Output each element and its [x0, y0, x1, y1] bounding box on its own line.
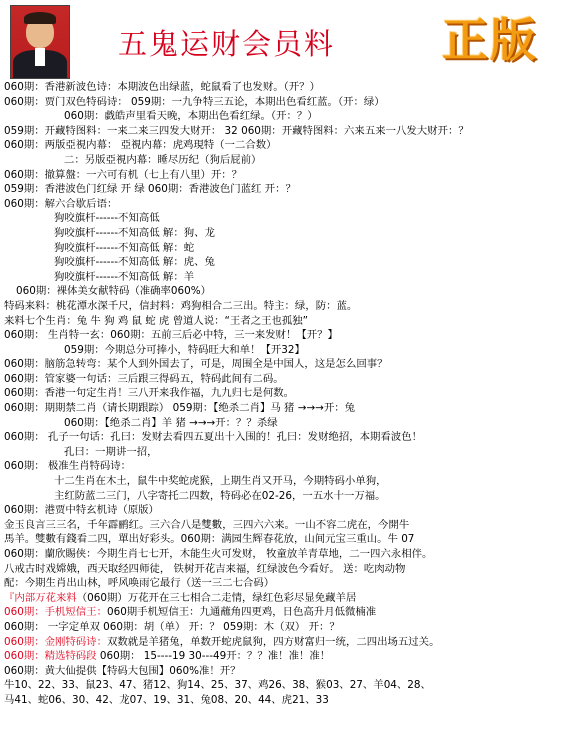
- text-line: 060期：贾门双色特码诗： 059期：一九争特三五论，本期出色看红蓝。（开：绿）: [4, 95, 385, 108]
- portrait-collar: [35, 48, 45, 66]
- text-line: 马41、蛇06、30、42、龙07、19、31、兔08、20、44、虎21、33: [4, 693, 329, 706]
- text-line: 主红防蓝二三门，八字寄托二四数，特码必在02-26，一五水十一万福。: [54, 489, 386, 502]
- text-line: 狗咬旗杆------不知高低 解：蛇: [54, 241, 195, 254]
- text-line: 狗咬旗杆------不知高低 解：狗、龙: [54, 226, 215, 239]
- portrait-hair: [24, 12, 56, 24]
- text-line: [4, 635, 572, 650]
- line-body: （060期）万花开在三七相合二走情，绿红色彩尽显免藏羊居: [76, 591, 357, 604]
- text-line: 特码来料：桃花潭水深千尺，信封料：鸡狗相合二三出。特主：绿，防：蓝。: [4, 299, 358, 312]
- line-body: 060期手机短信王：九通蘸角四更鸡，日色高升月低微楠准: [106, 606, 377, 619]
- highlight-label: 060期：精选特码段: [4, 650, 97, 663]
- text-line: 060期：脑筋急转弯：某个人到外国去了，可是，周围全是中国人，这是怎么回事？: [4, 358, 388, 371]
- text-line: 059期：开藏特图料：一来二来三四发大财开： 32 060期：开藏特图料：六来五来一八发大财开：？: [4, 124, 469, 137]
- text-line: 060期：两版亞視内幕： 亞視内幕：虎鸡現特（一二合数）: [4, 139, 277, 152]
- text-line: [4, 649, 572, 664]
- text-line: 060期： 极准生肖特码诗：: [4, 460, 132, 473]
- text-line: [4, 605, 572, 620]
- text-line: 二：另版亞視内幕：睡尽历纪（狗后屁前）: [64, 153, 262, 166]
- text-line: 060期：港贾中特玄机诗（原版）: [4, 504, 159, 517]
- line-body: 双数就是羊猪兔，单数开蛇虎鼠狗，四方财富归一统，二四出场五过关。: [106, 635, 440, 648]
- portrait-photo: [10, 5, 70, 79]
- highlight-label: 060期：金刚特码诗：: [4, 635, 107, 648]
- text-line: 八戒古时戏嫦娥，西天取经四师徒， 铁树开花吉来福，红绿波色今看好。 送：吃肉动物: [4, 562, 406, 575]
- text-line: 059期：今期总分可捧小，特码旺大和单！【开32】: [64, 343, 305, 356]
- text-line: 060期： 孔子一句话：孔曰：发财去看四五夏出十入围的！孔曰：发财绝招，本期看波色！: [4, 431, 422, 444]
- text-line: 狗咬旗杆------不知高低 解：羊: [54, 270, 195, 283]
- text-line: 金玉良言三三名，千年霹鹂红。三六合八是雙數，三四六六来。一山不容二虎在，今開牛: [4, 518, 410, 531]
- text-line: 060期： 生肖特一玄：060期：五前三后必中特，三一来发财！【开？】: [4, 329, 338, 342]
- text-line: 十二生肖在木土，鼠牛中奖蛇虎猴，上期生肖又开马，今期特码小单狗，: [54, 475, 387, 488]
- text-line: 牛10、22、33、鼠23、47、猪12、狗14、25、37、鸡26、38、猴03、27、羊04、28、: [4, 679, 431, 692]
- text-line: 060期：【绝杀二肖】羊 猪 →→→开：？？杀绿: [64, 416, 278, 429]
- text-line: 配：今期生肖出山林，呼风唤雨它最行（送一三二七合码）: [4, 577, 275, 590]
- text-line: 060期： 一字定单双 060期：胡（单） 开：？ 059期：木（双） 开：？: [4, 620, 340, 633]
- line-body: 060期： 15----19 30---49开：？？准！准！准！: [96, 650, 331, 663]
- text-line: 狗咬旗杆------不知高低 解：虎、兔: [54, 256, 215, 269]
- highlight-label: 『内部万花来料: [4, 591, 77, 604]
- text-line: 来料七个生肖：兔 牛 狗 鸡 鼠 蛇 虎 曾道人说：“王者之王也孤独”: [4, 314, 309, 327]
- page-header: [0, 0, 575, 80]
- text-line: 060期：香港一句定生肖！三八开来我作福，九九归七是何数。: [4, 387, 294, 400]
- text-line: 060期：裸体美女献特码（准确率060%）: [16, 285, 212, 298]
- text-line: 馬羊。雙數有錢看二四，單出好彩头。060期：满园生辉春花放，山间元宝三重山。牛 07: [4, 533, 415, 546]
- text-line: [4, 591, 572, 606]
- text-line: 孔曰：一期讲一招，: [64, 445, 158, 458]
- highlight-label: 060期：手机短信王：: [4, 606, 107, 619]
- text-line: 060期：解六合歇后语：: [4, 197, 118, 210]
- text-line: 060期：蘭欣賜侠：今期生肖七七开，木能生火可发财， 牧童放羊青草地，二一四六永相伴。: [4, 548, 433, 560]
- text-line: 060期：黄大仙提供【特码大包围】060%准！开？: [4, 664, 241, 677]
- page-title: 五鬼运财会员料: [118, 27, 336, 61]
- text-line: 060期：期期禁二肖（请长期跟踪） 059期：【绝杀二肖】马 猪 →→→开：兔: [4, 402, 356, 415]
- authentic-stamp: 正版: [442, 13, 538, 67]
- text-line: 060期：管家婆一句话：三后跟三得码五，特码此间有二码。: [4, 372, 284, 385]
- text-line: 059期：香港波色门红绿 开 绿 060期：香港波色门蓝红 开：？: [4, 183, 296, 196]
- text-line: 狗咬旗杆------不知高低: [54, 212, 160, 225]
- text-line: 060期：戯皓声里看天晚，本期出色看红绿。（开：？）: [64, 110, 318, 123]
- content-body: [4, 80, 572, 708]
- text-line: 060期：撤算盤：一六可有机（七上有八里）开：？: [4, 168, 243, 181]
- text-line: 060期：香港新波色诗：本期波色出绿蓝，蛇鼠看了也发财。（开？）: [4, 81, 320, 93]
